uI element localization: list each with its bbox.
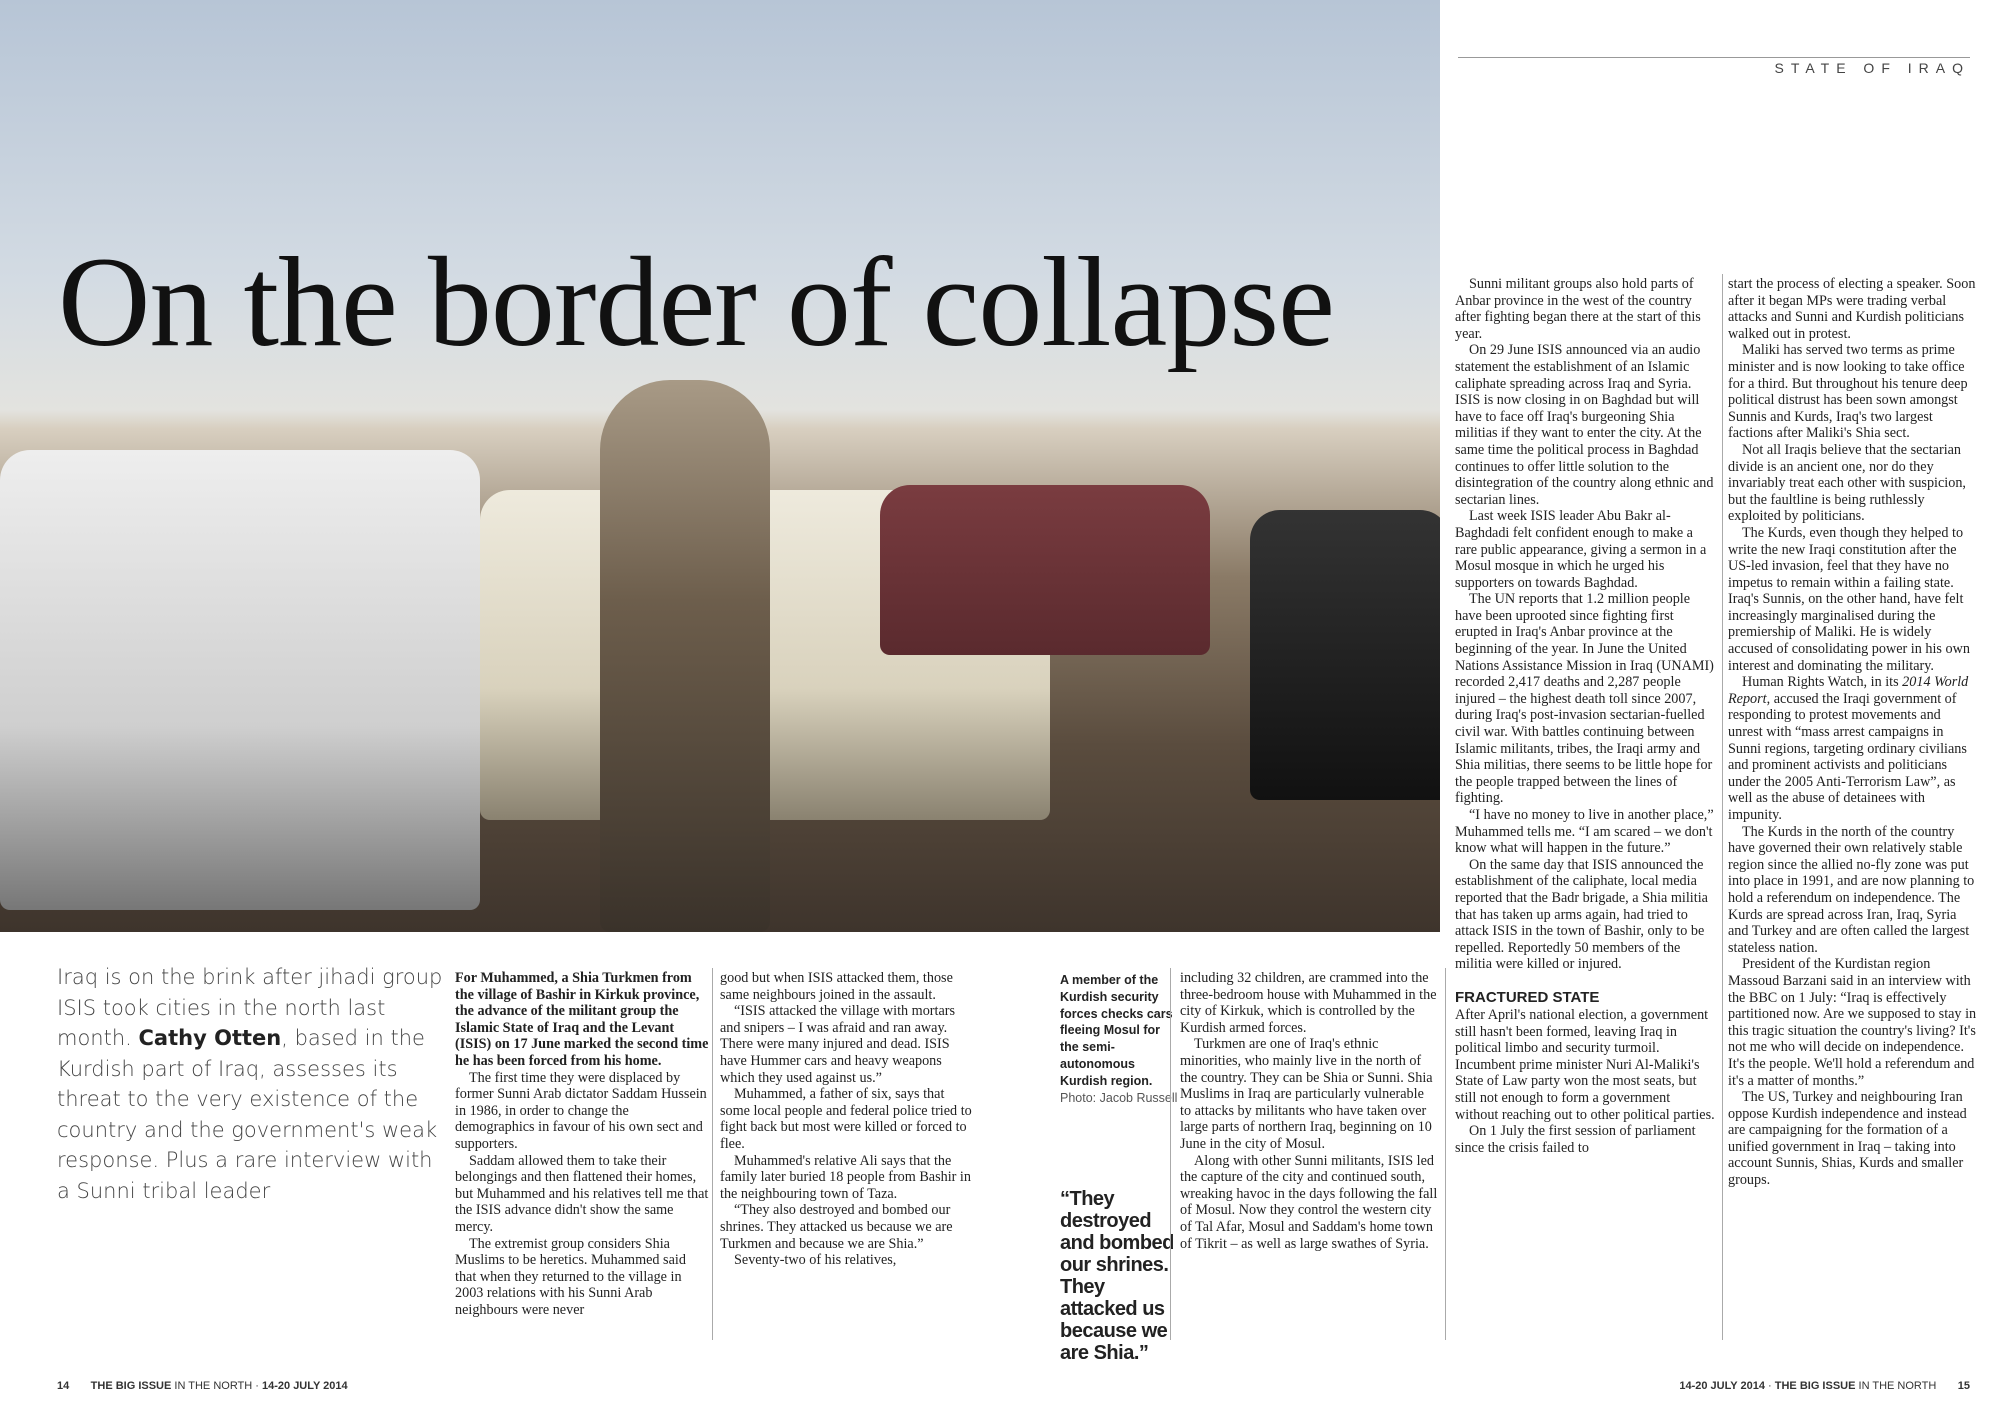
page-number: 14 <box>57 1380 70 1392</box>
white-pickup <box>0 450 480 910</box>
paragraph: Along with other Sunni militants, ISIS led the capture of the city and continued south, wreaking havoc in the days following the fall of Mosul. Now they control the western city of Tal Afar, Mosul and Saddam's home town of Tikrit – as well as large swathes of Syria. <box>1180 1152 1438 1252</box>
column-divider <box>1722 274 1723 1340</box>
paragraph: Sunni militant groups also hold parts of Anbar province in the west of the country after fighting began there at the start of this year. <box>1455 276 1701 342</box>
standfirst <box>57 962 447 1206</box>
paragraph: Saddam allowed them to take their belongings and then flattened their homes, but Muhammed and his relatives tell me that the ISIS advance didn't show the same mercy. <box>455 1152 709 1235</box>
issue-date: 14-20 JULY 2014 <box>262 1380 348 1392</box>
standfirst-text-2: , based in the Kurdish part of Iraq, assesses its threat to the very existence of the country and the government's weak response. Plus a rare interview with a Sunni tribal leader <box>57 1026 438 1203</box>
paragraph: President of the Kurdistan region Massoud Barzani said in an interview with the BBC on 1 July: “Iraq is effectively partitioned now. Are we supposed to stay in this tragic situation the country's living? It's not me who will decide on independence. It's the people. We'll hold a referendum and it's a matter of months.” <box>1728 956 1977 1089</box>
column-5 <box>1728 276 1978 1189</box>
column-1 <box>455 970 710 1318</box>
paragraph: Turkmen are one of Iraq's ethnic minorities, who mainly live in the north of the country. They can be Shia or Sunni. Shia Muslims in Iraq are particularly vulnerable to attacks by militants who have taken over large parts of northern Iraq, beginning on 10 June in the city of Mosul. <box>1180 1036 1433 1152</box>
page-number: 15 <box>1957 1380 1970 1392</box>
issue-date: 14-20 JULY 2014 <box>1679 1380 1765 1392</box>
caption-text: A member of the Kurdish security forces checks cars fleeing Mosul for the semi-autonomous Kurdish region. <box>1060 973 1173 1088</box>
hero-photo <box>0 0 1440 932</box>
column-3 <box>1180 970 1438 1252</box>
paragraph: Maliki has served two terms as prime minister and is now looking to take office for a third. But throughout his tenure deep political distrust has been sown amongst Sunnis and Kurds, Iraq's two largest factions after Maliki's Shia sect. <box>1728 342 1968 442</box>
text: Human Rights Watch, in its <box>1742 674 1903 691</box>
paragraph: The Kurds in the north of the country have governed their own relatively stable region since the allied no-fly zone was put into place in 1991, and are now planning to hold a referendum on independence. The Kurds are spread across Iran, Iraq, Syria and Turkey and are often called the largest stateless nation. <box>1728 823 1975 956</box>
paragraph: including 32 children, are crammed into the three-bedroom house with Muhammed in the city of Kirkuk, which is controlled by the Kurdish armed forces. <box>1180 970 1437 1036</box>
section-label: STATE OF IRAQ <box>1774 60 1970 76</box>
paragraph: On the same day that ISIS announced the establishment of the caliphate, local media reported that the Badr brigade, a Shia militia that has taken up arms again, had tried to attack ISIS in the town of Bashir, only to be repelled. Reportedly 50 members of the militia were killed or injured. <box>1455 856 1708 973</box>
paragraph: Seventy-two of his relatives, <box>734 1252 897 1269</box>
paragraph: The extremist group considers Shia Muslims to be heretics. Muhammed said that when they returned to the village in 2003 relations with his Sunni Arab neighbours were never <box>455 1235 686 1318</box>
publication-suffix: IN THE NORTH <box>1855 1380 1937 1392</box>
subheading: FRACTURED STATE <box>1455 988 1600 1006</box>
paragraph: “They also destroyed and bombed our shrines. They attacked us because we are Turkmen and because we are Shia.” <box>720 1202 953 1252</box>
paragraph: good but when ISIS attacked them, those same neighbours joined in the assault. <box>720 970 953 1003</box>
paragraph: Muhammed, a father of six, says that some local people and federal police tried to fight back but most were killed or forced to flee. <box>720 1086 972 1152</box>
text: , accused the Iraqi government of responding to protest movements and unrest with “mass arrest campaigns in Sunni regions, targeting ordinary civilians and prominent activists and politicians under the 2005 Anti-Terrorism Law”, as well as the abuse of detainees with impunity. <box>1728 690 1967 823</box>
publication-name: THE BIG ISSUE <box>90 1380 172 1392</box>
separator: · <box>1764 1380 1775 1392</box>
paragraph: The Kurds, even though they helped to write the new Iraqi constitution after the US-led invasion, feel that they have no impetus to remain within a failing state. Iraq's Sunnis, on the other hand, have felt increasingly marginalised during the premiership of Maliki. He is widely accused of consolidating power in his own interest and dominating the military. <box>1728 524 1970 674</box>
footer-left <box>57 1380 348 1392</box>
photo-caption <box>1060 972 1180 1106</box>
photo-credit: Photo: Jacob Russell <box>1060 1090 1178 1105</box>
author-name: Cathy Otten <box>138 1026 282 1050</box>
paragraph: Last week ISIS leader Abu Bakr al-Baghdadi felt confident enough to make a rare public appearance, giving a sermon in a Mosul mosque in which he urged his supporters on towards Baghdad. <box>1455 508 1707 591</box>
column-4 <box>1455 276 1717 1156</box>
paragraph <box>1728 674 1978 823</box>
column-divider <box>1170 968 1171 1340</box>
paragraph: Not all Iraqis believe that the sectarian divide is an ancient one, nor do they invariably treat each other with suspicion, but the faultline is being ruthlessly exploited by politicians. <box>1728 441 1966 525</box>
paragraph: The first time they were displaced by former Sunni Arab dictator Saddam Hussein in 1986, in order to change the demographics in favour of his own sect and supporters. <box>455 1069 707 1152</box>
column-2 <box>720 970 975 1269</box>
paragraph: The US, Turkey and neighbouring Iran oppose Kurdish independence and instead are campaigning for the formation of a unified government in Iraq – taking into account Sunnis, Shias, Kurds and smaller groups. <box>1728 1089 1967 1189</box>
paragraph: Muhammed's relative Ali says that the family later buried 18 people from Bashir in the neighbouring town of Taza. <box>720 1152 971 1202</box>
paragraph: “ISIS attacked the village with mortars and snipers – I was afraid and ran away. There were many injured and dead. ISIS have Hummer cars and heavy weapons which they used against us.” <box>720 1003 956 1086</box>
pull-quote: “They destroyed and bombed our shrines. They attacked us because we are Shia.” <box>1060 1188 1174 1364</box>
paragraph: After April's national election, a government still hasn't been formed, leaving Iraq in political limbo and security turmoil. Incumbent prime minister Nuri Al-Maliki's State of Law party won the most seats, but still not enough to form a government without reaching out to other political parties. <box>1455 1006 1715 1123</box>
black-car <box>1250 510 1440 800</box>
footer-right <box>1679 1380 1970 1392</box>
paragraph: On 29 June ISIS announced via an audio statement the establishment of an Islamic caliphate spreading across Iraq and Syria. ISIS is now closing in on Baghdad but will have to face off Iraq's burgeoning Shia militias if they want to enter the city. At the same time the political process in Baghdad continues to offer little solution to the disintegration of the country along ethnic and sectarian lines. <box>1455 342 1714 508</box>
publication-suffix: IN THE NORTH · <box>171 1380 262 1392</box>
lead-paragraph: For Muhammed, a Shia Turkmen from the village of Bashir in Kirkuk province, the advance of the militant group the Islamic State of Iraq and the Levant (ISIS) on 17 June marked the second time he has been forced from his home. <box>455 970 709 1069</box>
publication-name: THE BIG ISSUE <box>1774 1380 1856 1392</box>
column-divider <box>1445 968 1446 1340</box>
red-car <box>880 485 1210 655</box>
headline: On the border of collapse <box>58 232 1334 372</box>
header-rule <box>1458 57 1970 58</box>
paragraph: On 1 July the first session of parliament since the crisis failed to <box>1455 1123 1696 1156</box>
report-title: 2014 World Report <box>1728 674 1969 707</box>
column-divider <box>712 968 713 1340</box>
paragraph: “I have no money to live in another place,” Muhammed tells me. “I am scared – we don't know what will happen in the future.” <box>1455 807 1714 857</box>
paragraph: start the process of electing a speaker. Soon after it began MPs were trading verbal attacks and Sunni and Kurdish politicians walked out in protest. <box>1728 276 1976 342</box>
standfirst-text: Iraq is on the brink after jihadi group ISIS took cities in the north last month. <box>57 965 443 1050</box>
soldier-figure <box>600 380 770 932</box>
paragraph: The UN reports that 1.2 million people have been uprooted since fighting first erupted in Iraq's Anbar province at the beginning of the year. In June the United Nations Assistance Mission in Iraq (UNAMI) recorded 2,417 deaths and 2,287 people injured – the highest death toll since 2007, during Iraq's post-invasion sectarian-fuelled civil war. With battles continuing between Islamic militants, tribes, the Iraqi army and Shia militias, there seems to be little hope for the people trapped between the lines of fighting. <box>1455 591 1714 807</box>
